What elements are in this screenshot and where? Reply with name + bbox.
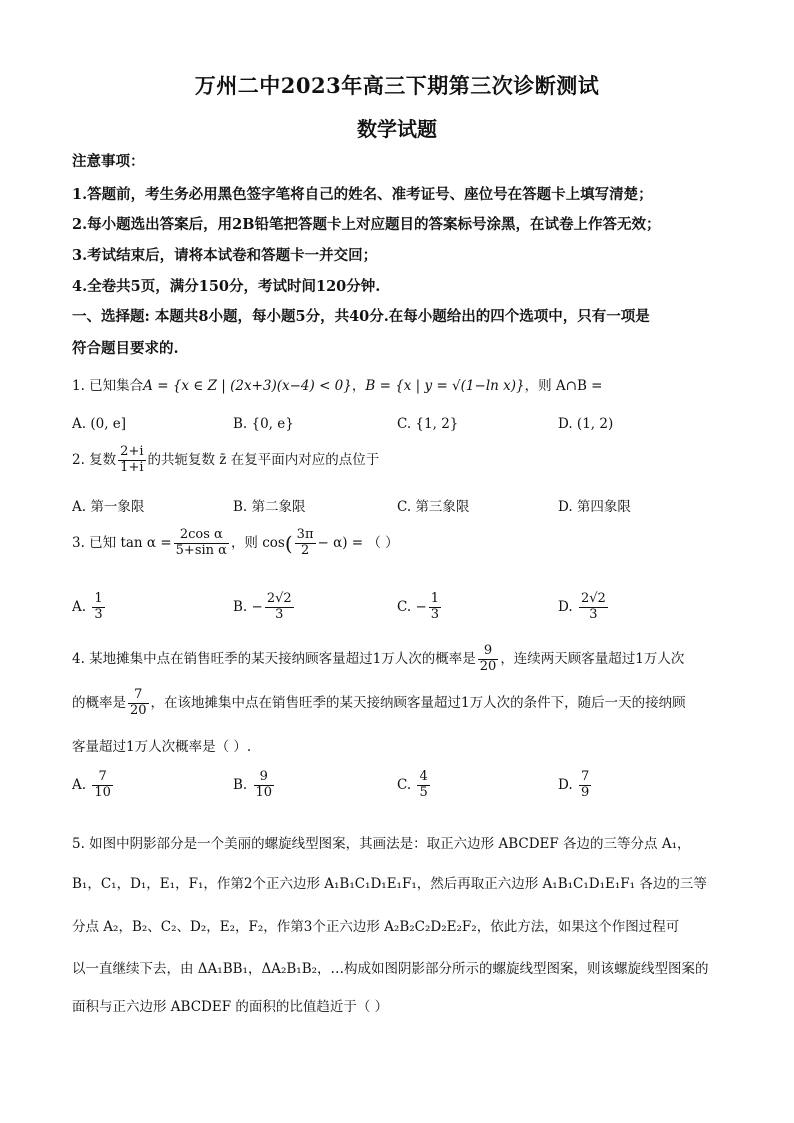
notice-heading: 注意事项： bbox=[72, 153, 145, 170]
section-heading: 一、选择题: 本题共8小题，每小题5分，共40分.在每小题给出的四个选项中，只有一项是 bbox=[72, 308, 650, 325]
notice-item: 2.每小题选出答案后，用2B铅笔把答题卡上对应题目的答案标号涂黑，在试卷上作答无效； bbox=[72, 216, 661, 233]
q1-option-a: A. (0, e] bbox=[72, 416, 127, 432]
notice-item: 3.考试结束后，请将本试卷和答题卡一并交回； bbox=[72, 247, 378, 264]
question-4-line-1: 4. 某地摊集中点在销售旺季的某天接纳顾客量超过1万人次的概率是 $\frac{9}{20}$ ，连续两天顾客量超过1万人次 bbox=[72, 643, 685, 674]
q1-option-c: C. {1, 2} bbox=[397, 416, 459, 432]
q4-option-a: A. $\frac{7}{10}$ bbox=[72, 769, 111, 800]
question-4-line-2: 的概率是 $\frac{7}{20}$ ，在该地摊集中点在销售旺季的某天接纳顾客量超过1万人次的条件下，随后一天的接纳顾 bbox=[72, 687, 686, 718]
page-subtitle: 数学试题 bbox=[357, 117, 437, 141]
q3-option-a: A. $\frac{1}{3}$ bbox=[72, 591, 103, 622]
q1-option-b: B. {0, e} bbox=[233, 416, 294, 432]
question-5-line: 面积与正六边形 ABCDEF 的面积的比值趋近于（ ） bbox=[72, 999, 389, 1015]
q3-option-c: C. − $\frac{1}{3}$ bbox=[397, 591, 440, 622]
q2-option-c: C. 第三象限 bbox=[397, 499, 470, 515]
section-heading-cont: 符合题目要求的. bbox=[72, 340, 179, 357]
q4-option-d: D. $\frac{7}{9}$ bbox=[558, 769, 590, 800]
question-3-stem: 3. 已知 tan α = $\frac{\text{2cos α}}{\text{5+sin α}}$ ，则 cos( $\frac{3\pi}{2}$ − α) = （ ） bbox=[72, 527, 399, 558]
question-5-line: 5. 如图中阴影部分是一个美丽的螺旋线型图案，其画法是：取正六边形 ABCDEF 各边的三等分点 A₁， bbox=[72, 836, 691, 852]
notice-item: 1.答题前，考生务必用黑色签字笔将自己的姓名、准考证号、座位号在答题卡上填写清楚； bbox=[72, 186, 653, 203]
question-5-line: 以一直继续下去，由 ΔA₁BB₁，ΔA₂B₁B₂，…构成如图阴影部分所示的螺旋线型图案，则该螺旋线型图案的 bbox=[72, 961, 709, 977]
q4-option-b: B. $\frac{9}{10}$ bbox=[233, 769, 273, 800]
question-5-line: B₁，C₁，D₁，E₁，F₁，作第2个正六边形 A₁B₁C₁D₁E₁F₁，然后再取正六边形 A₁B₁C₁D₁E₁F₁ 各边的三等 bbox=[72, 876, 707, 892]
q2-option-a: A. 第一象限 bbox=[72, 499, 145, 515]
q4-option-c: C. $\frac{4}{5}$ bbox=[397, 769, 428, 800]
q1-option-d: D. (1, 2) bbox=[558, 416, 614, 432]
q3-option-b: B. − $\frac{2√2}{3}$ bbox=[233, 591, 292, 622]
notice-item: 4.全卷共5页，满分150分，考试时间120分钟. bbox=[72, 278, 381, 295]
question-1-stem: 1. 已知集合A = {x ∈ Z | (2x+3)(x−4) < 0}，B = {x | y = √(1−ln x)}，则 A∩B = bbox=[72, 378, 603, 394]
q3-option-d: D. $\frac{2√2}{3}$ bbox=[558, 591, 606, 622]
question-5-line: 分点 A₂，B₂、C₂、D₂，E₂，F₂，作第3个正六边形 A₂B₂C₂D₂E₂F₂，依此方法，如果这个作图过程可 bbox=[72, 919, 680, 935]
q2-option-d: D. 第四象限 bbox=[558, 499, 631, 515]
question-2-stem: 2. 复数 $\frac{2+i}{1+i}$ 的共轭复数 z̄ 在复平面内对应的点位于 bbox=[72, 444, 380, 475]
q2-option-b: B. 第二象限 bbox=[233, 499, 306, 515]
question-4-line-3: 客量超过1万人次概率是（ ）. bbox=[72, 739, 252, 755]
page-title: 万州二中2023年高三下期第三次诊断测试 bbox=[194, 73, 600, 98]
